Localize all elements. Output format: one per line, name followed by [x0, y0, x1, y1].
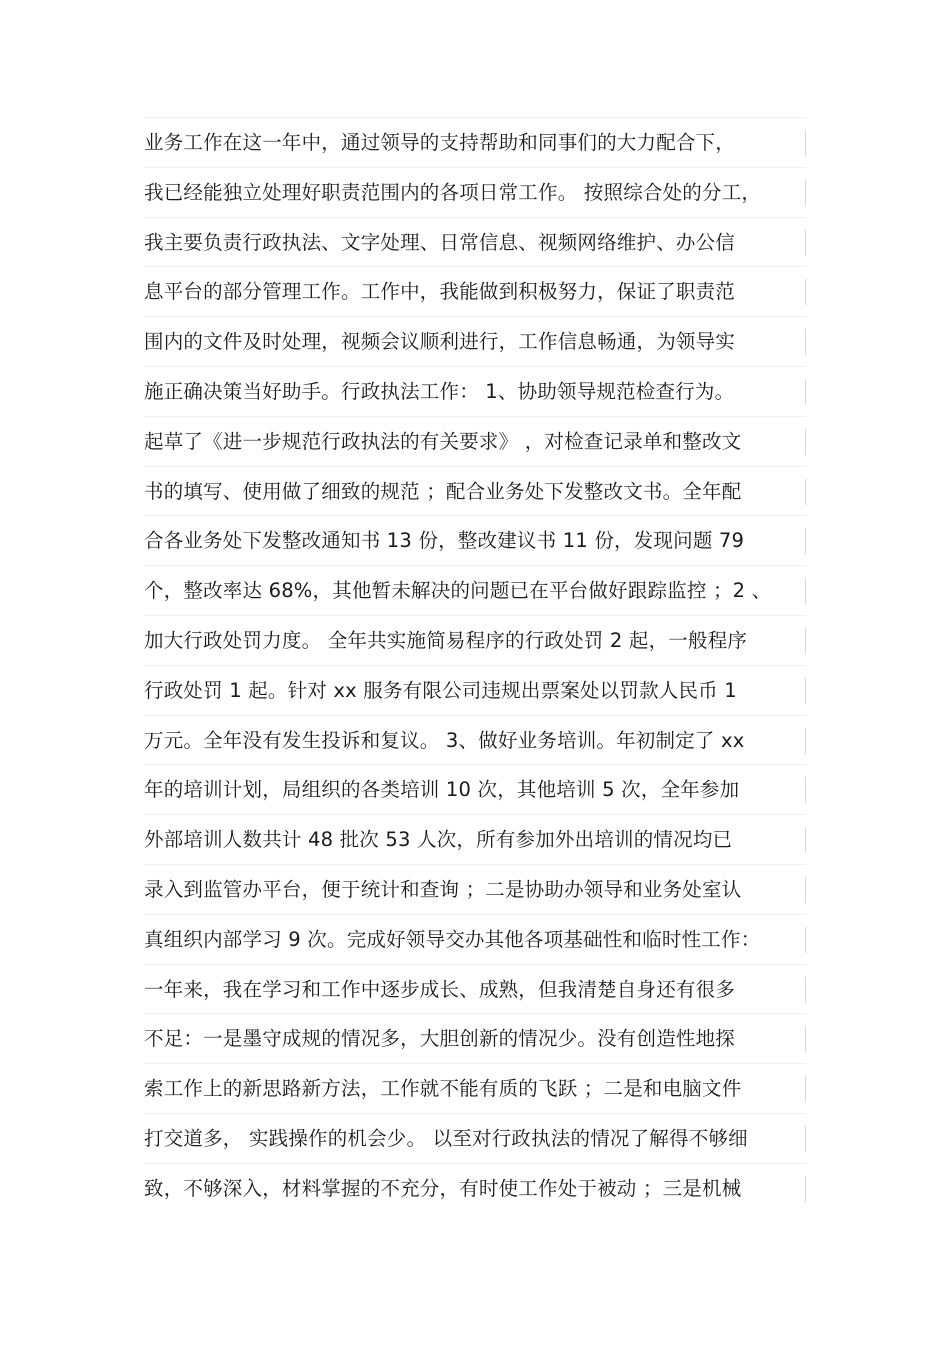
line-text: 围内的文件及时处理，视频会议顺利进行，工作信息畅通，为领导实: [144, 330, 736, 354]
line-text: 我已经能独立处理好职责范围内的各项日常工作。 按照综合处的分工，: [144, 180, 762, 204]
text-line: [144, 217, 806, 267]
text-line: [144, 1013, 806, 1063]
line-text: 我主要负责行政执法、文字处理、日常信息、视频网络维护、办公信: [144, 230, 736, 254]
line-text: 业务工作在这一年中，通过领导的支持帮助和同事们的大力配合下，: [144, 131, 736, 154]
line-text: 年的培训计划，局组织的各类培训 10 次，其他培训 5 次，全年参加: [144, 778, 740, 802]
text-line: [144, 615, 806, 665]
text-line: [144, 914, 806, 964]
line-text: 合各业务处下发整改通知书 13 份，整改建议书 11 份，发现问题 79: [144, 529, 745, 553]
text-line: [144, 515, 806, 565]
line-text: 索工作上的新思路新方法，工作就不能有质的飞跃 ；二是和电脑文件: [144, 1077, 742, 1101]
text-line: [144, 316, 806, 366]
line-text: 息平台的部分管理工作。工作中，我能做到积极努力，保证了职责范: [144, 280, 736, 304]
text-line: [144, 964, 806, 1014]
line-text: 致，不够深入，材料掌握的不充分，有时使工作处于被动 ；三是机械: [144, 1176, 742, 1200]
line-text: 个，整改率达 68%，其他暂未解决的问题已在平台做好跟踪监控 ；2 、: [144, 579, 772, 603]
text-line: [144, 466, 806, 516]
line-text: 加大行政处罚力度。 全年共实施简易程序的行政处罚 2 起，一般程序: [144, 628, 748, 652]
line-text: 不足：一是墨守成规的情况多，大胆创新的情况少。没有创造性地探: [144, 1027, 736, 1051]
text-line: [144, 864, 806, 914]
text-line: [144, 565, 806, 615]
text-line: [144, 1163, 806, 1213]
line-text: 一年来，我在学习和工作中逐步成长、成熟，但我清楚自身还有很多: [144, 977, 736, 1001]
text-line: [144, 167, 806, 217]
text-line: [144, 1063, 806, 1113]
text-line: [144, 715, 806, 765]
text-line: [144, 366, 806, 416]
text-line: [144, 764, 806, 814]
line-text: 打交道多， 实践操作的机会少。 以至对行政执法的情况了解得不够细: [144, 1126, 748, 1150]
line-text: 起草了《进一步规范行政执法的有关要求》 ，对检查记录单和整改文: [144, 429, 742, 453]
line-text: 施正确决策当好助手。行政执法工作： 1、协助领导规范检查行为。: [144, 379, 735, 403]
body-text: [144, 117, 806, 1213]
line-text: 录入到监管办平台，便于统计和查询 ；二是协助办领导和业务处室认: [144, 877, 742, 901]
text-line: [144, 665, 806, 715]
text-line: [144, 266, 806, 316]
text-line: [144, 416, 806, 466]
line-text: 行政处罚 1 起。针对 xx 服务有限公司违规出票案处以罚款人民币 1: [144, 678, 737, 702]
line-text: 外部培训人数共计 48 批次 53 人次，所有参加外出培训的情况均已: [144, 828, 733, 852]
line-text: 书的填写、使用做了细致的规范 ；配合业务处下发整改文书。全年配: [144, 479, 742, 503]
text-line: [144, 1113, 806, 1163]
line-text: 真组织内部学习 9 次。完成好领导交办其他各项基础性和临时性工作：: [144, 927, 761, 951]
text-line: [144, 117, 806, 167]
line-text: 万元。全年没有发生投诉和复议。 3、做好业务培训。年初制定了 xx: [144, 728, 745, 752]
text-line: [144, 814, 806, 864]
